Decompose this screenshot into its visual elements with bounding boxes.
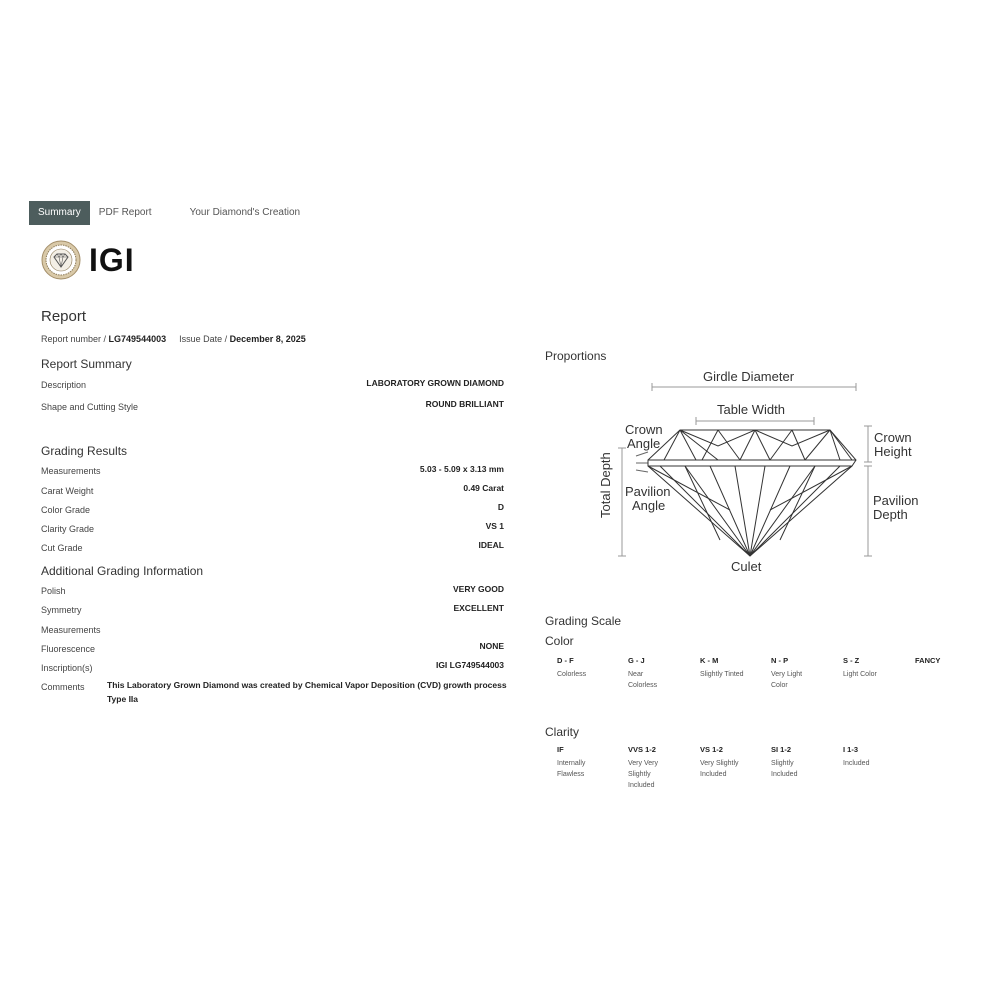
culet-label: Culet — [731, 559, 762, 574]
color-grade-label: Color Grade — [41, 505, 91, 515]
clarity-scale-heading: Clarity — [545, 725, 580, 739]
igi-logo — [41, 240, 135, 280]
pavilion-depth-label-line1: Pavilion — [873, 493, 919, 508]
grade-desc: Near Colorless — [628, 671, 658, 689]
report-tabs — [29, 201, 309, 225]
color-grade-df — [557, 656, 627, 680]
igi-seal-icon — [41, 240, 81, 280]
report-number: LG749544003 — [108, 334, 167, 344]
grade-desc: Slightly Tinted — [700, 671, 744, 678]
color-grade-km — [700, 656, 770, 680]
pavilion-depth-label-line2: Depth — [873, 507, 908, 522]
grade-desc: Very Very Slightly Included — [628, 760, 658, 789]
crown-angle-label-line2: Angle — [627, 436, 661, 451]
description-label: Description — [41, 380, 87, 390]
report-number-label: Report number / — [41, 334, 107, 344]
inscription-value: IGI LG749544003 — [435, 660, 504, 670]
grade-code: D - F — [557, 656, 574, 665]
shape-value: ROUND BRILLIANT — [425, 399, 504, 409]
clarity-grade-i — [843, 745, 913, 769]
grade-code: I 1-3 — [843, 745, 859, 754]
clarity-grade-vs — [700, 745, 750, 780]
grade-desc: Light Color — [843, 671, 877, 678]
grade-code: VVS 1-2 — [628, 745, 656, 754]
igi-logo-text: IGI — [89, 241, 135, 278]
grade-desc: Very Light Color — [771, 671, 803, 689]
table-width-label: Table Width — [717, 402, 785, 417]
grade-code: IF — [557, 745, 564, 754]
measurements-value: 5.03 - 5.09 x 3.13 mm — [419, 464, 504, 474]
crown-height-label-line1: Crown — [874, 430, 912, 445]
grade-code: K - M — [700, 656, 719, 665]
color-grade-fancy — [915, 656, 965, 669]
grade-code: SI 1-2 — [771, 745, 792, 754]
polish-value: VERY GOOD — [452, 584, 504, 594]
pavilion-angle-label-line1: Pavilion — [625, 484, 671, 499]
crown-height-label-line2: Height — [874, 444, 912, 459]
symmetry-value: EXCELLENT — [453, 603, 504, 613]
color-grade-np — [771, 656, 816, 691]
fluorescence-value: NONE — [479, 641, 504, 651]
carat-weight-value: 0.49 Carat — [463, 483, 504, 493]
grade-desc: Very Slightly Included — [700, 760, 739, 778]
clarity-grade-si — [771, 745, 811, 780]
additional-info-heading: Additional Grading Information — [41, 564, 204, 578]
proportions-heading: Proportions — [545, 349, 607, 363]
additional-measurements-label: Measurements — [41, 625, 101, 635]
girdle-diameter-label: Girdle Diameter — [703, 369, 795, 384]
cut-grade-value: IDEAL — [478, 540, 504, 550]
grade-desc: Included — [843, 760, 870, 767]
grade-code: S - Z — [843, 656, 860, 665]
color-grade-value: D — [497, 502, 504, 512]
shape-label: Shape and Cutting Style — [41, 402, 139, 412]
clarity-grade-value: VS 1 — [485, 521, 504, 531]
issue-date: December 8, 2025 — [229, 334, 306, 344]
total-depth-label: Total Depth — [598, 452, 613, 518]
grade-code: G - J — [628, 656, 645, 665]
description-value: LABORATORY GROWN DIAMOND — [366, 378, 504, 388]
crown-angle-label-line1: Crown — [625, 422, 663, 437]
grading-scale-heading: Grading Scale — [545, 614, 622, 628]
cut-grade-label: Cut Grade — [41, 543, 83, 553]
report-summary-heading: Report Summary — [41, 357, 132, 371]
comments-label: Comments — [41, 682, 85, 692]
grade-desc: Colorless — [557, 671, 587, 678]
issue-date-label: Issue Date / — [179, 334, 228, 344]
measurements-label: Measurements — [41, 466, 101, 476]
color-grade-sz — [843, 656, 913, 680]
clarity-grade-vvs — [628, 745, 666, 791]
color-scale-heading: Color — [545, 634, 574, 648]
tab-summary[interactable]: Summary — [29, 201, 90, 225]
inscription-label: Inscription(s) — [41, 663, 93, 673]
comments-value: This Laboratory Grown Diamond was created by Chemical Vapor Deposition (CVD) growth process Type IIa — [107, 680, 507, 704]
grade-code: FANCY — [915, 656, 941, 665]
polish-label: Polish — [41, 586, 66, 596]
carat-weight-label: Carat Weight — [41, 486, 94, 496]
grade-code: VS 1-2 — [700, 745, 723, 754]
grade-desc: Slightly Included — [771, 760, 798, 778]
report-meta — [41, 334, 306, 344]
grading-results-heading: Grading Results — [41, 444, 128, 458]
grade-code: N - P — [771, 656, 789, 665]
color-grade-gj — [628, 656, 668, 691]
tab-pdf-report[interactable]: PDF Report — [98, 207, 152, 218]
tab-diamond-creation[interactable]: Your Diamond's Creation — [189, 207, 301, 218]
grade-desc: Internally Flawless — [557, 760, 586, 778]
report-title: Report — [41, 308, 87, 325]
clarity-grade-label: Clarity Grade — [41, 524, 95, 534]
clarity-grade-if — [557, 745, 597, 780]
diamond-proportions-diagram — [590, 360, 930, 580]
symmetry-label: Symmetry — [41, 605, 82, 615]
fluorescence-label: Fluorescence — [41, 644, 96, 654]
pavilion-angle-label-line2: Angle — [632, 498, 666, 513]
